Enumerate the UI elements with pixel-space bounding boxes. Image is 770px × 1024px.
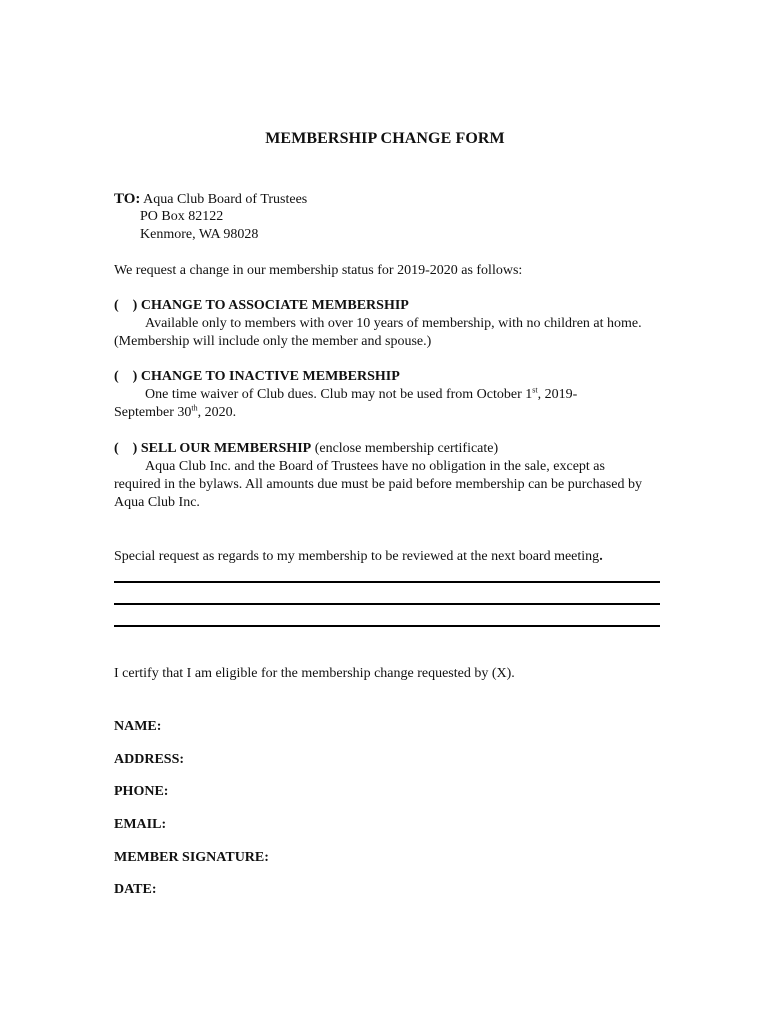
option-checkbox[interactable]: ( ) [114, 369, 138, 384]
option-note: (enclose membership certificate) [314, 441, 499, 456]
option-inactive-heading [114, 368, 400, 386]
option-checkbox[interactable]: ( ) [114, 298, 138, 313]
special-request-period: . [599, 549, 603, 564]
option-heading: CHANGE TO ASSOCIATE MEMBERSHIP [140, 298, 409, 313]
certify-text: I certify that I am eligible for the membership change requested by (X). [114, 666, 515, 681]
option-associate-body: Available only to members with over 10 years of membership, with no children at home. (Membership will include only the member and spouse.) [114, 316, 642, 349]
option-heading: SELL OUR MEMBERSHIP [140, 441, 312, 456]
special-request-line-3[interactable] [114, 625, 660, 627]
option-checkbox[interactable]: ( ) [114, 441, 138, 456]
name-field-label: NAME: [114, 719, 162, 734]
inactive-body-sup2: th [191, 403, 198, 413]
option-inactive-body [114, 386, 654, 422]
to-name: Aqua Club Board of Trustees [143, 192, 308, 207]
inactive-body-part3: September 30 [114, 405, 192, 420]
date-field-label: DATE: [114, 882, 157, 897]
to-address-line-2: Kenmore, WA 98028 [140, 227, 259, 242]
address-field-label: ADDRESS: [114, 752, 185, 767]
option-sell-body: Aqua Club Inc. and the Board of Trustees have no obligation in the sale, except as required in the bylaws. All amounts due must be paid before membership can be purchased by Aqua Club Inc. [114, 459, 642, 510]
to-address-line-1: PO Box 82122 [140, 209, 224, 224]
addressee-line [114, 190, 307, 209]
special-request-text: Special request as regards to my membership to be reviewed at the next board meeting [114, 549, 600, 564]
inactive-body-part4: , 2020. [197, 405, 237, 420]
option-sell-heading [114, 440, 498, 458]
page-title: MEMBERSHIP CHANGE FORM [265, 130, 505, 147]
special-request-line-1[interactable] [114, 581, 660, 583]
option-associate-heading [114, 297, 409, 315]
intro-text: We request a change in our membership status for 2019-2020 as follows: [114, 263, 523, 278]
signature-field-label: MEMBER SIGNATURE: [114, 850, 269, 865]
inactive-body-part1: One time waiver of Club dues. Club may not be used from October 1 [145, 387, 533, 402]
inactive-body-sup1: st [532, 385, 538, 395]
to-label: TO: [114, 191, 141, 207]
phone-field-label: PHONE: [114, 784, 169, 799]
special-request-line-2[interactable] [114, 603, 660, 605]
special-request-label [114, 548, 603, 566]
option-heading: CHANGE TO INACTIVE MEMBERSHIP [140, 369, 400, 384]
email-field-label: EMAIL: [114, 817, 167, 832]
inactive-body-part2: , 2019- [537, 387, 578, 402]
